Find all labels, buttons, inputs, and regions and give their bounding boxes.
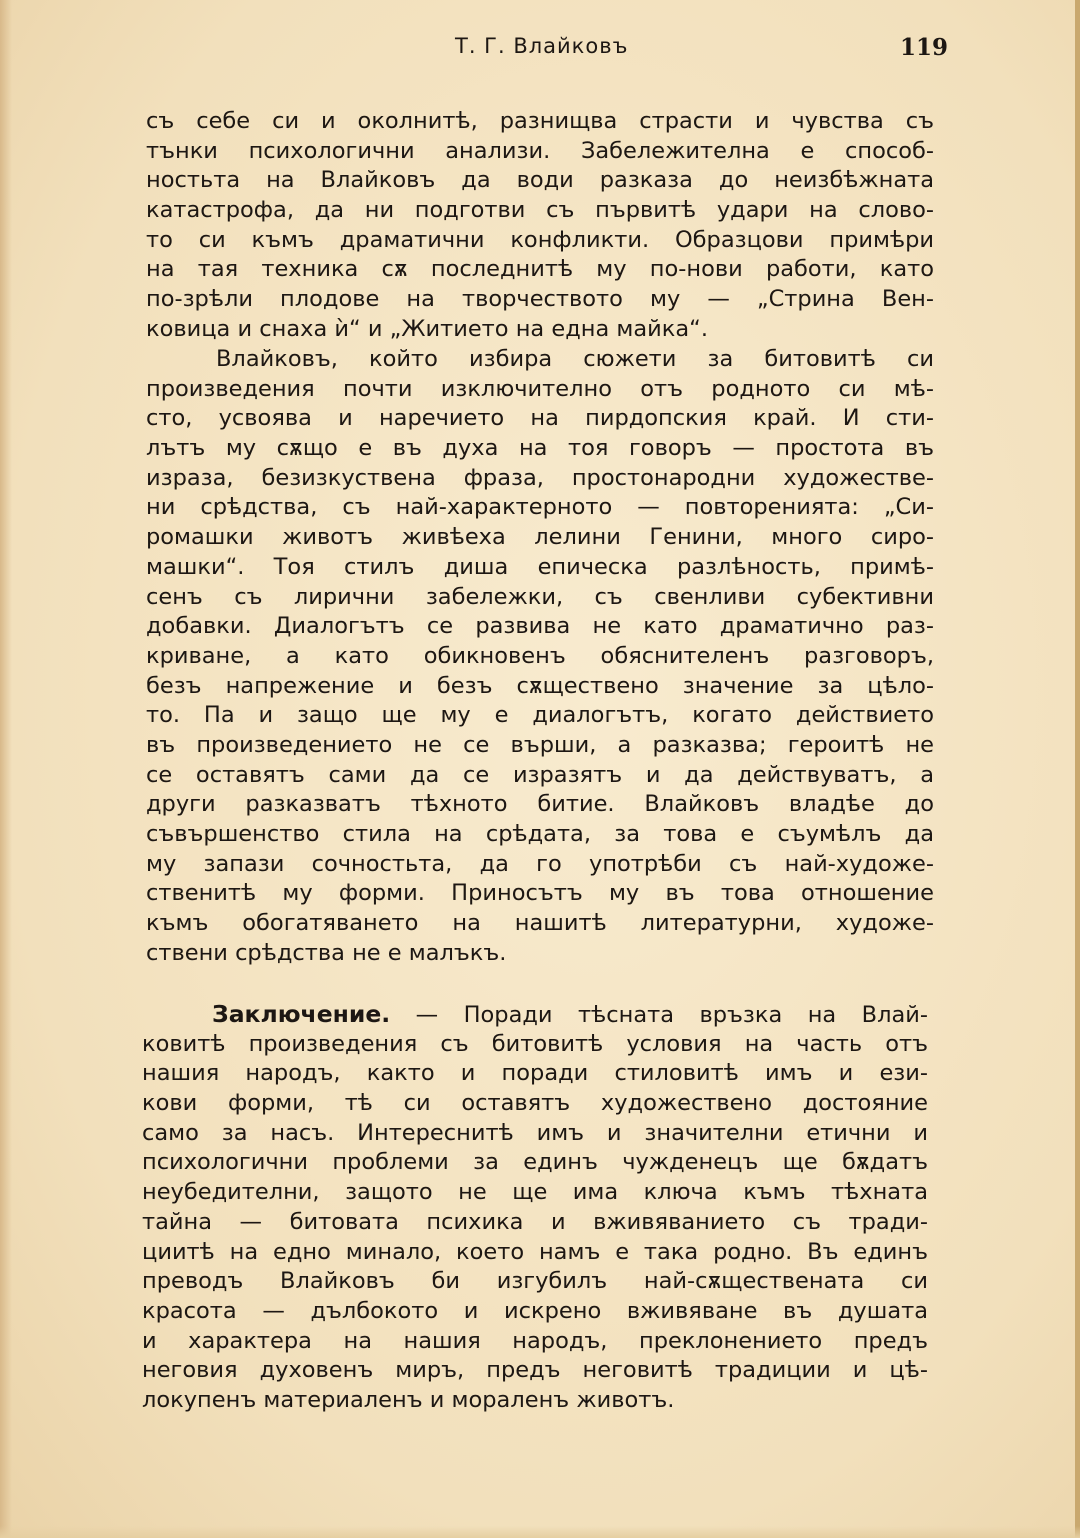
text-line: се оставятъ сами да се изразятъ и да действуватъ, а [146,761,934,788]
page-bottom-edge [0,1526,1080,1538]
text-line: то си къмъ драматични конфликти. Образцови примѣри [146,226,934,253]
text-line [142,1000,928,1030]
text-line: ковитѣ произведения съ битовитѣ условия на часть отъ [142,1030,928,1057]
conclusion-first-line: — Поради тѣсната връзка на Влай- [390,1002,928,1028]
text-line: други разказватъ тѣхното битие. Влайковъ владѣе до [146,791,934,818]
page-right-edge [1075,0,1080,1538]
text-line: добавки. Диалогътъ се развива не като драматично раз- [146,613,934,640]
text-line: неубедителни, защото не ще има ключа къмъ тѣхната [142,1179,928,1206]
text-line: и характера на нашия народъ, преклонението предъ [142,1327,928,1354]
page-header [0,32,1080,64]
text-line: къмъ обогатяването на нашитѣ литературни, художе- [146,910,934,937]
text-line: само за насъ. Интереснитѣ имъ и значителни етични и [142,1119,928,1146]
text-line: то. Па и защо ще му е диалогътъ, когато действието [146,702,934,729]
text-line: циитѣ на едно минало, което намъ е така родно. Въ единъ [142,1238,928,1265]
text-line: криване, а като обикновенъ обяснителенъ разговоръ, [146,642,934,669]
page-left-edge-shadow [0,0,12,1538]
text-line: машки“. Тоя стилъ диша епическа разлѣность, примѣ- [146,553,934,580]
text-line: преводъ Влайковъ би изгубилъ най-сѫществената си [142,1268,928,1295]
text-line: ственитѣ му форми. Приносътъ му въ това отношение [146,880,934,907]
text-line: съвършенство стила на срѣдата, за това е съумѣлъ да [146,821,934,847]
text-line: израза, безизкуствена фраза, простонародни художестве- [146,464,934,491]
paragraph-continuation [146,107,934,345]
text-line: му запази сочностьта, да го употрѣби съ най-художе- [146,850,934,877]
paragraph-conclusion [142,1000,928,1416]
running-head: Т. Г. Влайковъ [455,34,629,58]
text-line: ромашки животъ живѣеха лелини Генини, много сиро- [146,524,934,551]
text-line: Влайковъ, който избира сюжети за битовитѣ си [216,346,934,372]
text-line: въ произведението не се върши, а разказва; героитѣ не [146,731,934,758]
text-line: тайна — битовата психика и вживяванието съ тради- [142,1208,928,1235]
text-line: локупенъ материаленъ и мораленъ животъ. [142,1386,675,1413]
text-line: нашия народъ, както и поради стиловитѣ имъ и ези- [142,1060,928,1087]
page-number: 119 [900,34,949,61]
text-line: лътъ му сѫщо е въ духа на тоя говоръ — простота въ [146,435,934,462]
text-line: сенъ съ лирични забележки, съ свенливи субективни [146,583,934,610]
text-line: кови форми, тѣ си оставятъ художествено достояние [142,1090,928,1117]
text-line: на тая техника сѫ последнитѣ му по-нови работи, като [146,256,934,283]
text-line: по-зрѣли плодове на творчеството му — „Стрина Вен- [146,286,934,313]
text-line: ствени срѣдства не е малъкъ. [146,939,507,966]
text-line: сто, усвоява и наречието на пирдопския край. И сти- [146,405,934,432]
text-line: красота — дълбокото и искрено вживяване въ душата [142,1297,928,1324]
text-line: произведения почти изключително отъ родното си мѣ- [146,375,934,402]
text-line: ностьта на Влайковъ да води разказа до неизбѣжната [146,167,934,194]
text-line: безъ напрежение и безъ сѫществено значение за цѣло- [146,672,934,699]
text-line: съ себе си и околнитѣ, разнищва страсти и чувства съ [146,108,934,134]
text-line: катастрофа, да ни подготви съ първитѣ удари на слово- [146,197,934,224]
text-line: ни срѣдства, съ най-характерното — повторенията: „Си- [146,494,934,521]
text-line: ковица и снаха ѝ“ и „Житието на една майка“. [146,315,708,342]
paragraph-style [146,345,934,968]
text-line: психологични проблеми за единъ чужденецъ ще бѫдатъ [142,1149,928,1176]
text-line: тънки психологични анализи. Забележителна е способ- [146,137,934,164]
text-line: неговия духовенъ миръ, предъ неговитѣ традиции и цѣ- [142,1357,928,1384]
conclusion-heading: Заключение. [212,1000,391,1028]
